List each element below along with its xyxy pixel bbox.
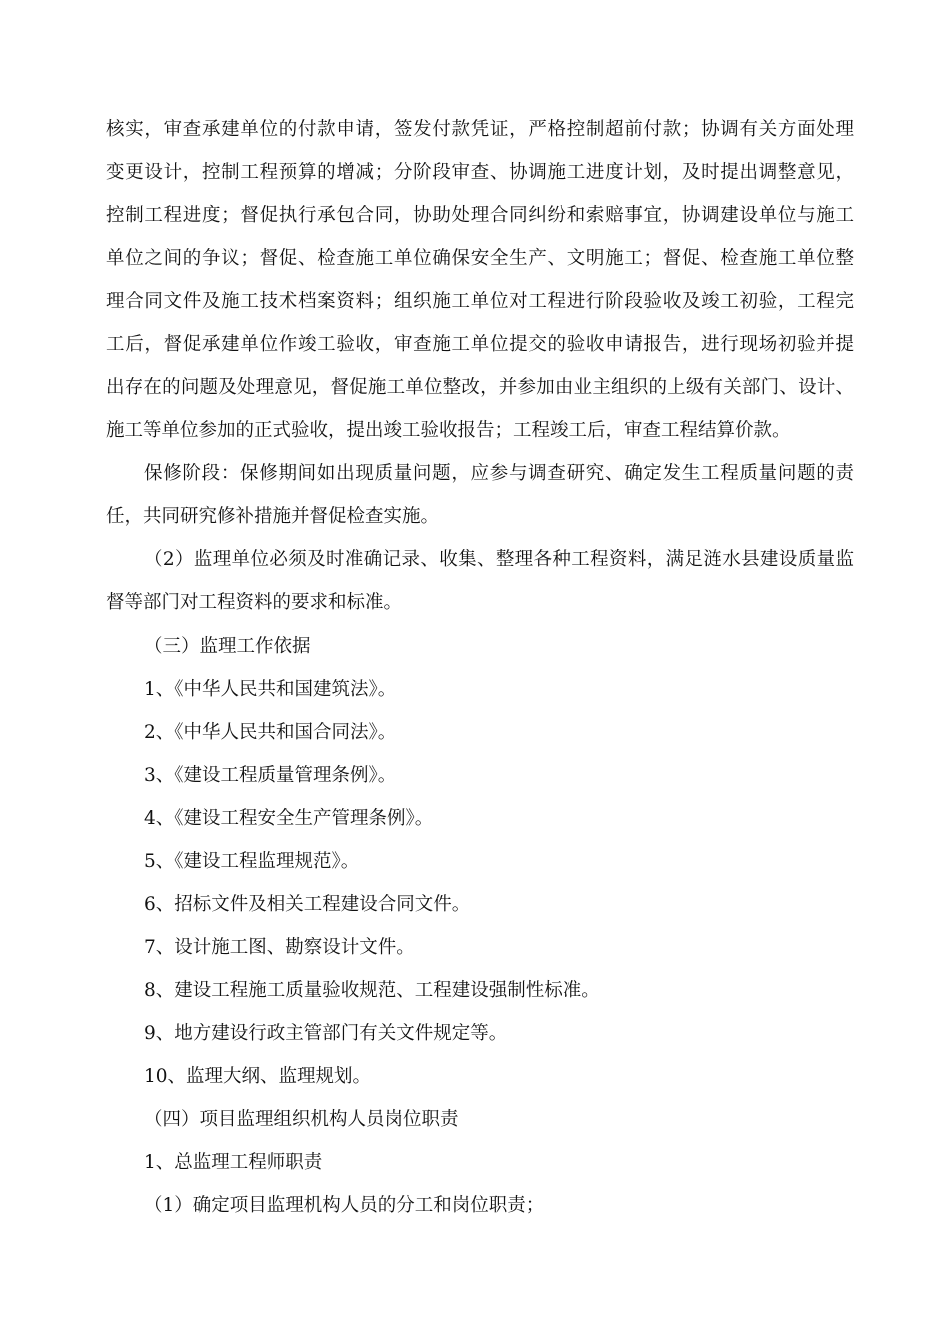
paragraph-line: 出存在的问题及处理意见，督促施工单位整改，并参加由业主组织的上级有关部门、设计、	[106, 377, 854, 398]
paragraph-line: 核实，审查承建单位的付款申请，签发付款凭证，严格控制超前付款；协调有关方面处理	[106, 119, 854, 140]
list-item: 3、《建设工程质量管理条例》。	[144, 765, 397, 786]
paragraph-line: 工后，督促承建单位作竣工验收，审查施工单位提交的验收申请报告，进行现场初验并提	[106, 334, 854, 355]
list-item: 5、《建设工程监理规范》。	[144, 851, 360, 872]
paragraph-line: 督等部门对工程资料的要求和标准。	[106, 592, 403, 613]
paragraph-line: 任，共同研究修补措施并督促检查实施。	[106, 506, 440, 527]
list-item: 6、招标文件及相关工程建设合同文件。	[144, 894, 471, 915]
paragraph-line: 变更设计，控制工程预算的增减；分阶段审查、协调施工进度计划，及时提出调整意见，	[106, 162, 854, 183]
paragraph-line: 保修阶段：保修期间如出现质量问题，应参与调查研究、确定发生工程质量问题的责	[144, 463, 854, 484]
paragraph-line: 施工等单位参加的正式验收，提出竣工验收报告；工程竣工后，审查工程结算价款。	[106, 420, 791, 441]
subsection-heading: 1、总监理工程师职责	[144, 1152, 323, 1173]
list-item: 2、《中华人民共和国合同法》。	[144, 722, 397, 743]
paragraph-line: 控制工程进度；督促执行承包合同，协助处理合同纠纷和索赔事宜，协调建设单位与施工	[106, 205, 854, 226]
list-item: 4、《建设工程安全生产管理条例》。	[144, 808, 434, 829]
list-item: （1）确定项目监理机构人员的分工和岗位职责；	[144, 1195, 545, 1216]
section-heading: （四）项目监理组织机构人员岗位职责	[144, 1109, 459, 1130]
list-item: 9、地方建设行政主管部门有关文件规定等。	[144, 1023, 508, 1044]
list-item: 10、监理大纲、监理规划。	[144, 1066, 372, 1087]
list-item: 1、《中华人民共和国建筑法》。	[144, 679, 397, 700]
paragraph-line: 单位之间的争议；督促、检查施工单位确保安全生产、文明施工；督促、检查施工单位整	[106, 248, 854, 269]
paragraph-line: （2）监理单位必须及时准确记录、收集、整理各种工程资料，满足涟水县建设质量监	[144, 549, 854, 570]
paragraph-line: 理合同文件及施工技术档案资料；组织施工单位对工程进行阶段验收及竣工初验，工程完	[106, 291, 854, 312]
list-item: 8、建设工程施工质量验收规范、工程建设强制性标准。	[144, 980, 600, 1001]
list-item: 7、设计施工图、勘察设计文件。	[144, 937, 415, 958]
section-heading: （三）监理工作依据	[144, 636, 311, 657]
